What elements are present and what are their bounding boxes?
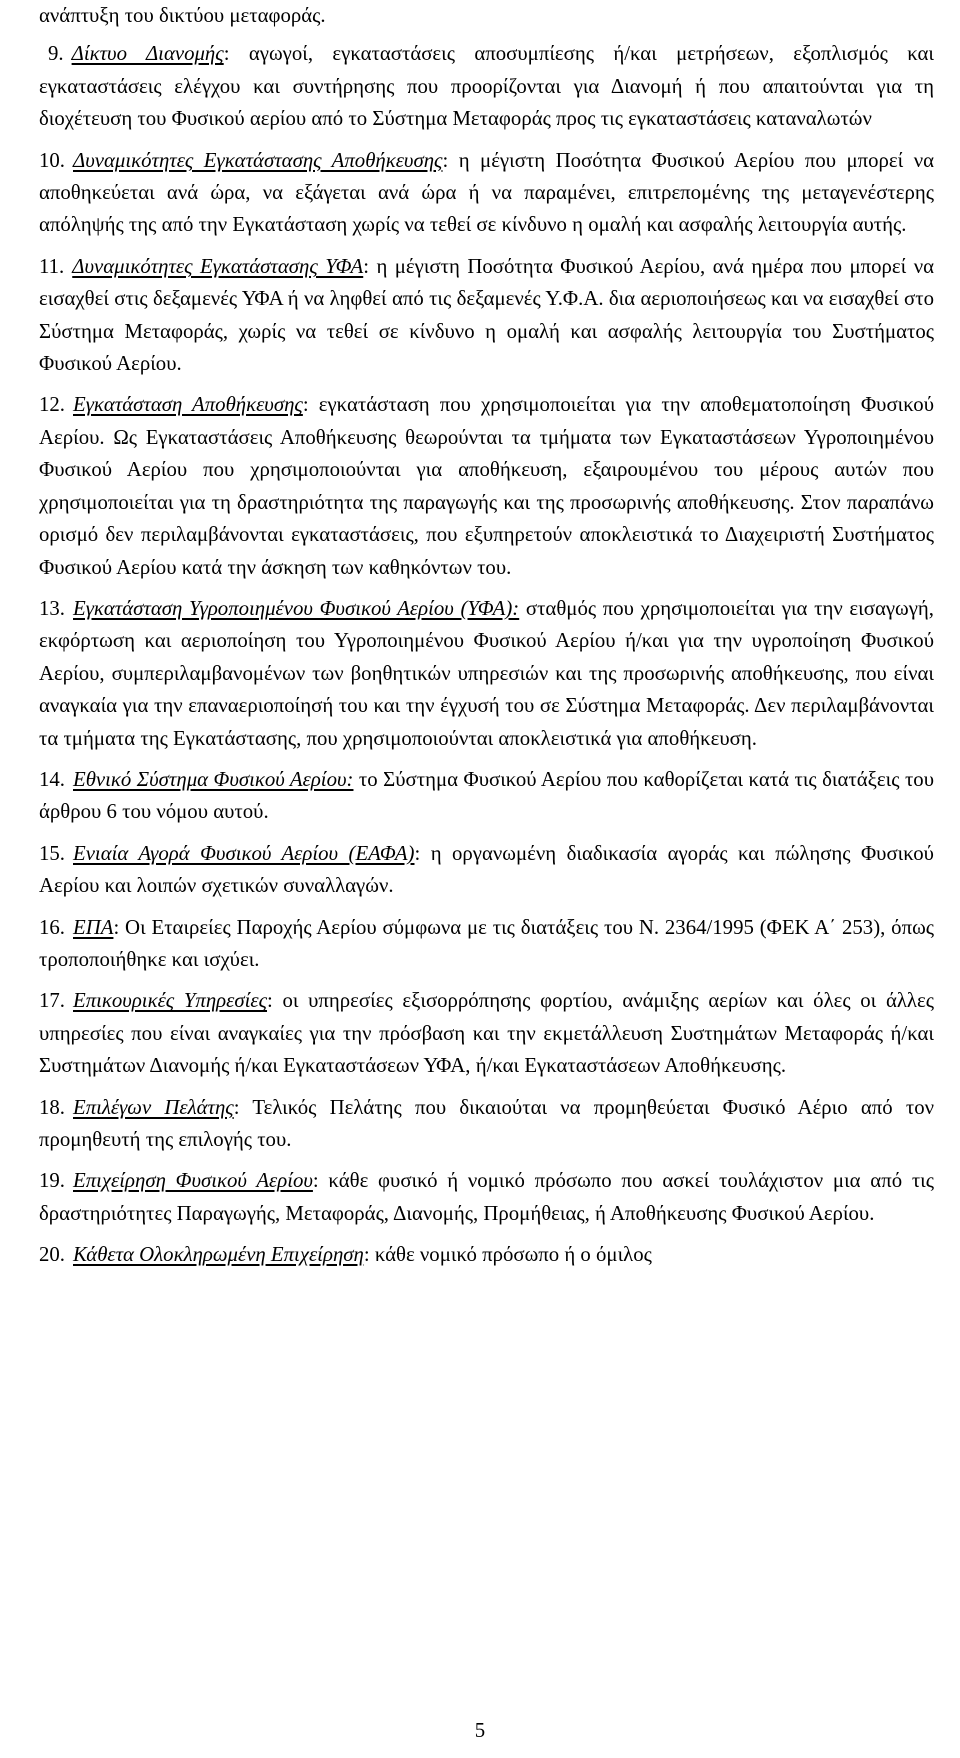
definition-content bbox=[39, 593, 934, 755]
definition-item bbox=[39, 251, 934, 381]
page-number: 5 bbox=[474, 1719, 486, 1742]
definition-item bbox=[39, 593, 934, 755]
definition-item bbox=[39, 838, 934, 903]
definition-number: 13. bbox=[39, 596, 65, 620]
definition-content bbox=[39, 251, 934, 381]
definition-content bbox=[39, 912, 934, 977]
definition-text: : η μέγιστη Ποσότητα Φυσικού Αερίου, ανά ημέρα που μπορεί να εισαχθεί στις δεξαμενές ΥΦΑ ή να ληφθεί από τις δεξαμενές Υ.Φ.Α. δια αεριοποιήσεως και να εισαχθεί στο Σύστημα Μεταφοράς, χωρίς να τεθεί σε κίνδυνο η ομαλή και ασφαλής λειτουργία του Συστήματος Φυσικού Αερίου. bbox=[39, 254, 934, 376]
definition-term: Δυναμικότητες Εγκατάστασης Αποθήκευσης bbox=[73, 148, 443, 172]
definition-text: : εγκατάσταση που χρησιμοποιείται για την αποθεματοποίηση Φυσικού Αερίου. Ως Εγκαταστάσεις Αποθήκευσης θεωρούνται τα τμήματα των Εγκαταστάσεων Υγροποιημένου Φυσικού Αερίου που χρησιμοποιούνται για αποθήκευση, εξαιρουμένου του μέρους αυτών που χρησιμοποιείται για τη δραστηριότητα της παραγωγής και της προσωρινής αποθήκευσης. Στον παραπάνω ορισμό δεν περιλαμβάνονται εγκαταστάσεις, που εξυπηρετούν αποκλειστικά το Διαχειριστή Συστήματος Φυσικού Αερίου κατά την άσκηση των καθηκόντων του. bbox=[39, 393, 934, 579]
definition-term: Δυναμικότητες Εγκατάστασης ΥΦΑ bbox=[72, 254, 364, 278]
definition-content bbox=[39, 764, 934, 829]
definition-content bbox=[39, 38, 934, 135]
definition-row bbox=[39, 1092, 934, 1157]
definition-item bbox=[39, 389, 934, 583]
definition-number: 11. bbox=[39, 254, 65, 278]
definition-row bbox=[39, 838, 934, 903]
definition-term: Επιλέγων Πελάτης bbox=[73, 1095, 234, 1119]
definition-term: ΕΠΑ bbox=[73, 915, 114, 939]
definition-row bbox=[39, 985, 934, 1082]
definition-row bbox=[39, 145, 934, 242]
definition-text: : Οι Εταιρείες Παροχής Αερίου σύμφωνα με τις διατάξεις του Ν. 2364/1995 (ΦΕΚ Α΄ 253), όπως τροποποιήθηκε και ισχύει. bbox=[39, 915, 934, 971]
definition-number: 9. bbox=[48, 42, 64, 66]
definition-row bbox=[39, 1165, 934, 1230]
definition-content bbox=[39, 1092, 934, 1157]
definition-text: : κάθε φυσικό ή νομικό πρόσωπο που ασκεί τουλάχιστον μια από τις δραστηριότητες Παραγωγής, Μεταφοράς, Διανομής, Προμήθειας, ή Αποθήκευσης Φυσικού Αερίου. bbox=[39, 1169, 935, 1225]
lead-line: ανάπτυξη του δικτύου μεταφοράς. bbox=[39, 4, 326, 27]
definition-text: : οι υπηρεσίες εξισορρόπησης φορτίου, ανάμιξης αερίων και όλες οι άλλες υπηρεσίες που είναι αναγκαίες για την πρόσβαση και την εκμετάλλευση Συστημάτων Μεταφοράς ή/και Συστημάτων Διανομής ή/και Εγκαταστάσεων ΥΦΑ, ή/και Εγκαταστάσεων Αποθήκευσης. bbox=[39, 989, 934, 1078]
definition-term: Κάθετα Ολοκληρωμένη Επιχείρηση bbox=[73, 1243, 364, 1267]
definition-content bbox=[39, 1239, 934, 1271]
definition-item bbox=[39, 1092, 934, 1157]
definition-content bbox=[39, 985, 934, 1082]
definition-row bbox=[39, 912, 934, 977]
definition-term: Ενιαία Αγορά Φυσικού Αερίου (ΕΑΦΑ) bbox=[73, 841, 415, 865]
definition-content bbox=[39, 145, 934, 242]
definition-number: 14. bbox=[39, 767, 65, 791]
definition-row bbox=[39, 593, 934, 755]
document-page bbox=[39, 0, 934, 1272]
definition-number: 10. bbox=[39, 148, 65, 172]
definition-item bbox=[39, 1165, 934, 1230]
definition-item bbox=[39, 145, 934, 242]
definition-number: 20. bbox=[39, 1243, 65, 1267]
definitions-list bbox=[39, 38, 934, 1271]
definition-number: 19. bbox=[39, 1169, 65, 1193]
definition-row bbox=[39, 389, 934, 583]
definition-term: Εγκατάσταση Υγροποιημένου Φυσικού Αερίου (ΥΦΑ): bbox=[73, 596, 520, 620]
definition-term: Εγκατάσταση Αποθήκευσης bbox=[73, 393, 303, 417]
definition-number: 16. bbox=[39, 915, 65, 939]
definition-item bbox=[39, 764, 934, 829]
definition-term: Επιχείρηση Φυσικού Αερίου bbox=[73, 1169, 313, 1193]
definition-item bbox=[39, 985, 934, 1082]
definition-text: : αγωγοί, εγκαταστάσεις αποσυμπίεσης ή/και μετρήσεων, εξοπλισμός και εγκαταστάσεις ελέγχου και συντήρησης που προορίζονται για Διανομή ή που απαιτούνται για τη διοχέτευση του Φυσικού αερίου από το Σύστημα Μεταφοράς προς τις εγκαταστάσεις καταναλωτών bbox=[39, 42, 934, 131]
definition-term: Εθνικό Σύστημα Φυσικού Αερίου: bbox=[73, 767, 354, 791]
definition-text: το Σύστημα Φυσικού Αερίου που καθορίζεται κατά τις διατάξεις του άρθρου 6 του νόμου αυτού. bbox=[39, 767, 935, 824]
definition-item bbox=[39, 38, 934, 135]
definition-row bbox=[39, 38, 934, 135]
definition-text: : η μέγιστη Ποσότητα Φυσικού Αερίου που μπορεί να αποθηκεύεται ανά ώρα, να εξάγεται ανά ώρα ή να παραμένει, επιτρεπομένης της μεταγενέστερης απόληψής της από την Εγκατάσταση χωρίς να τεθεί σε κίνδυνο η ομαλή και ασφαλής λειτουργία αυτής. bbox=[39, 148, 934, 237]
definition-term: Επικουρικές Υπηρεσίες bbox=[73, 989, 268, 1013]
definition-text: : Τελικός Πελάτης που δικαιούται να προμηθεύεται Φυσικό Αέριο από τον προμηθευτή της επιλογής του. bbox=[39, 1095, 934, 1151]
definition-text: σταθμός που χρησιμοποιείται για την εισαγωγή, εκφόρτωση και αεριοποίηση του Υγροποιημένου Φυσικού Αερίου ή/και για την υγροποίηση Φυσικού Αερίου, συμπεριλαμβανομένων των βοηθητικών υπηρεσιών και της προσωρινής αποθήκευσης, που είναι αναγκαία για την επαναεριοποίησή του και την έγχυσή του σε Σύστημα Μεταφοράς. Δεν περιλαμβάνονται τα τμήματα της Εγκατάστασης, που χρησιμοποιούνται αποκλειστικά για αποθήκευση. bbox=[39, 596, 934, 750]
definition-row bbox=[39, 251, 934, 381]
definition-number: 12. bbox=[39, 393, 65, 417]
definition-content bbox=[39, 1165, 934, 1230]
definition-text: : κάθε νομικό πρόσωπο ή ο όμιλος bbox=[363, 1243, 652, 1267]
definition-item bbox=[39, 1239, 934, 1271]
definition-row bbox=[39, 1239, 934, 1271]
definition-number: 18. bbox=[39, 1095, 65, 1119]
definition-number: 17. bbox=[39, 989, 65, 1013]
definition-row bbox=[39, 764, 934, 829]
definition-number: 15. bbox=[39, 841, 65, 865]
definition-content bbox=[39, 838, 934, 903]
definition-term: Δίκτυο Διανομής bbox=[71, 42, 224, 66]
definition-content bbox=[39, 389, 934, 583]
definition-text: : η οργανωμένη διαδικασία αγοράς και πώλησης Φυσικού Αερίου και λοιπών σχετικών συναλλαγών. bbox=[39, 841, 934, 898]
definition-item bbox=[39, 912, 934, 977]
